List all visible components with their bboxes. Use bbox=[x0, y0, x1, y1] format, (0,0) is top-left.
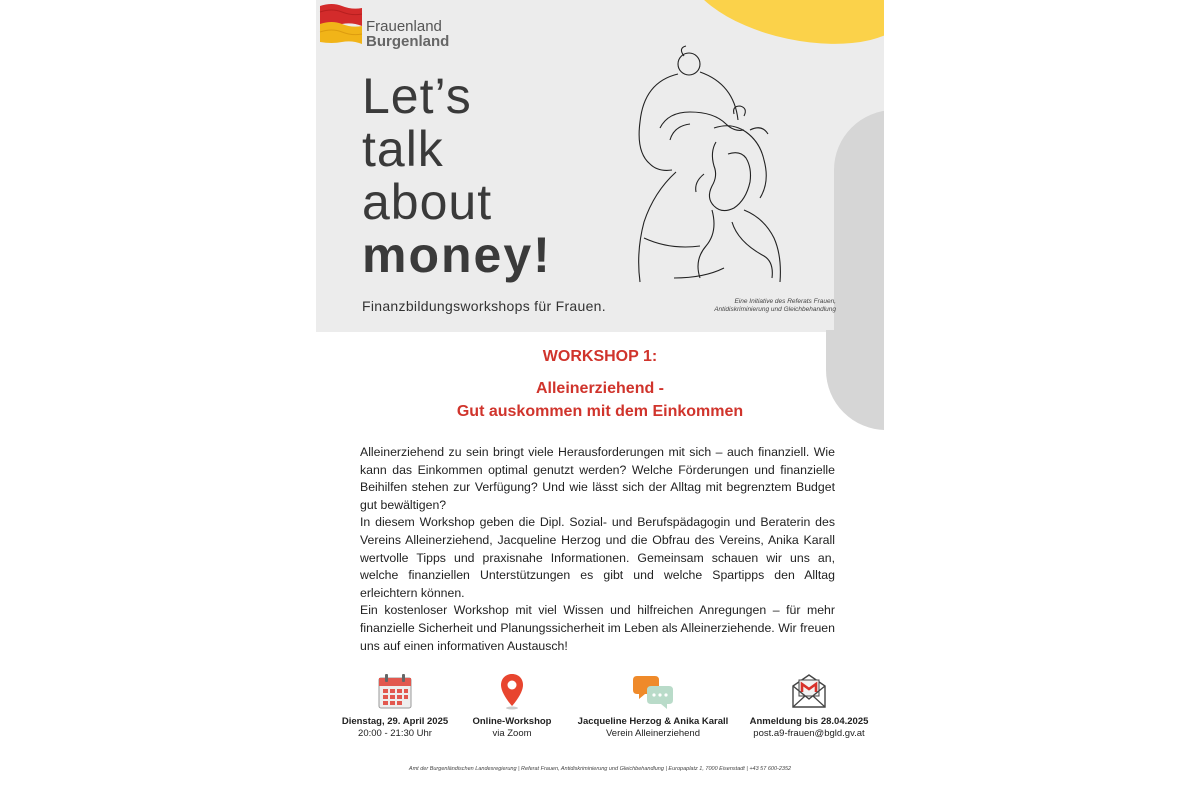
footer: Amt der Burgenländischen Landesregierung | Referat Frauen, Antidiskriminierung und Gleichbehandlung | Europaplatz 1, 7000 Eisenstadt | +43 57 600-2352 bbox=[408, 766, 792, 772]
initiative-line-2: Antidiskriminierung und Gleichbehandlung bbox=[714, 306, 836, 313]
location-title bbox=[462, 716, 562, 728]
headline bbox=[362, 70, 552, 282]
speakers-names: Jacqueline Herzog & Anika Karall bbox=[577, 716, 729, 727]
location-detail: via Zoom bbox=[492, 728, 532, 739]
location-title-strong: Workshop bbox=[505, 716, 552, 727]
registration-email: post.a9-frauen@bgld.gv.at bbox=[753, 728, 865, 739]
chat-bubbles-icon bbox=[633, 672, 673, 710]
calendar-icon bbox=[377, 672, 413, 710]
headline-line-1: Let’s bbox=[362, 68, 472, 124]
info-date bbox=[332, 672, 458, 740]
workshop-title-line-1: Alleinerziehend - bbox=[535, 380, 665, 397]
subtitle: Finanzbildungsworkshops für Frauen. bbox=[362, 298, 606, 314]
location-title-prefix: Online- bbox=[472, 716, 506, 727]
description-paragraph-1: Alleinerziehend zu sein bringt viele Herausforderungen mit sich – auch finanziell. Wie kann das Einkommen optimal genutzt werden? Welche Förderungen und finanzielle Beihilfen stehen zur Verfügung? Und wie lässt sich der Alltag mit begrenztem Budget gut bewältigen? bbox=[360, 445, 835, 512]
speakers-organization: Verein Alleinerziehend bbox=[605, 728, 700, 739]
headline-line-4: money! bbox=[362, 227, 552, 283]
brand-line-1: Frauenland bbox=[366, 18, 442, 35]
info-row bbox=[332, 672, 872, 752]
mail-icon bbox=[790, 672, 828, 710]
description-paragraph-2: In diesem Workshop geben die Dipl. Sozial- und Berufspädagogin und Beraterin des Vereins Alleinerziehend, Jacqueline Herzog und die Obfrau des Vereins, Anika Karall wertvolle Tipps und praxisnahe Informationen. Gemeinsam schauen wir uns an, welche finanziellen Unterstützungen es gibt und welche Spartipps den Alltag erleichtern können. bbox=[360, 515, 835, 600]
headline-line-2: talk bbox=[362, 121, 444, 177]
brand-line-2: Burgenland bbox=[366, 33, 450, 50]
initiative-line-1: Eine Initiative des Referats Frauen, bbox=[734, 298, 836, 305]
grey-decoration bbox=[834, 110, 884, 332]
woman-line-art-illustration bbox=[614, 42, 824, 292]
info-speakers bbox=[558, 672, 748, 740]
info-location bbox=[462, 672, 562, 740]
workshop-number: WORKSHOP 1: bbox=[542, 348, 658, 365]
hero-section bbox=[316, 0, 884, 332]
flag-icon bbox=[318, 2, 362, 48]
headline-line-3: about bbox=[362, 174, 493, 230]
flyer-page bbox=[316, 0, 884, 800]
map-pin-icon bbox=[499, 672, 525, 710]
logo bbox=[316, 2, 449, 49]
initiative-note bbox=[636, 298, 836, 314]
info-registration bbox=[744, 672, 874, 740]
description-paragraph-3: Ein kostenloser Workshop mit viel Wissen und hilfreichen Anregungen – für mehr finanzielle Sicherheit und Planungssicherheit im Leben als Alleinerziehende. Wir freuen uns auf einen informativen Austausch! bbox=[360, 603, 835, 653]
registration-deadline: Anmeldung bis 28.04.2025 bbox=[749, 716, 869, 727]
brand-name bbox=[366, 19, 449, 49]
workshop-description bbox=[360, 444, 835, 655]
date-text: Dienstag, 29. April 2025 bbox=[341, 716, 449, 727]
workshop-title-line-2: Gut auskommen mit dem Einkommen bbox=[456, 403, 744, 420]
time-text: 20:00 - 21:30 Uhr bbox=[358, 728, 432, 739]
